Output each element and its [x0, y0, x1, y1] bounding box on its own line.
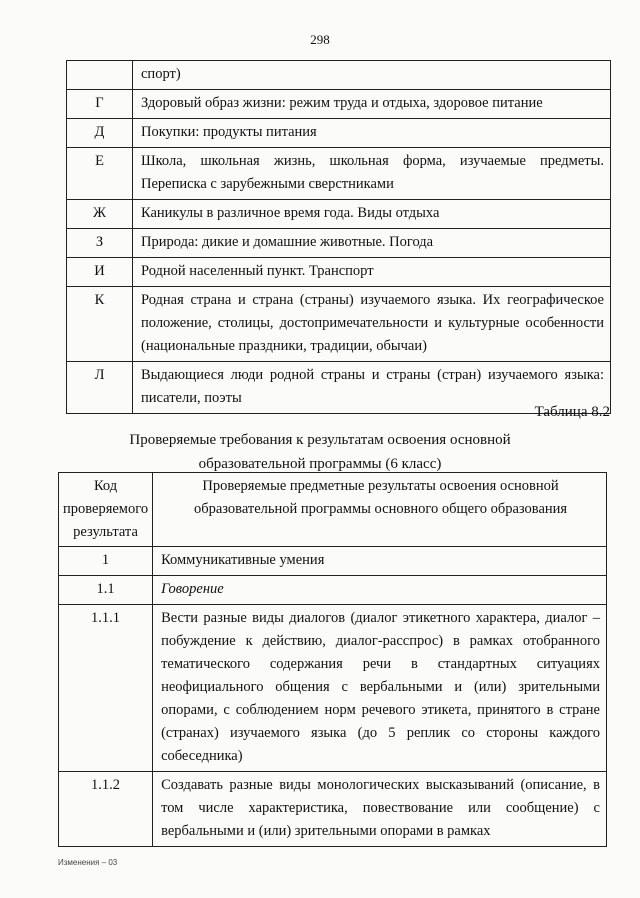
requirement-code-cell: 1.1.1: [59, 605, 153, 772]
topic-text-cell: Родная страна и страна (страны) изучаемого языка. Их географическое положение, столицы, достопримечательности и культурные особенности (национальные праздники, традиции, обычаи): [133, 287, 611, 362]
topic-code-cell: З: [67, 229, 133, 258]
requirements-table: [58, 472, 607, 847]
caption-line: Проверяемые требования к результатам освоения основной: [129, 432, 511, 448]
topic-text-cell: Природа: дикие и домашние животные. Погода: [133, 229, 611, 258]
topic-code-cell: К: [67, 287, 133, 362]
topic-text-cell: Выдающиеся люди родной страны и страны (стран) изучаемого языка: писатели, поэты: [133, 362, 611, 414]
page-number: 298: [310, 32, 330, 47]
topic-text-cell: Покупки: продукты питания: [133, 119, 611, 148]
table-row: [59, 605, 607, 772]
topic-code-cell: Л: [67, 362, 133, 414]
table-row: [67, 119, 611, 148]
table-row: [59, 576, 607, 605]
table-row: [67, 90, 611, 119]
topic-text-cell: Школа, школьная жизнь, школьная форма, изучаемые предметы. Переписка с зарубежными сверстниками: [133, 148, 611, 200]
table-row: [67, 258, 611, 287]
requirement-text-cell: Коммуникативные умения: [153, 547, 607, 576]
topic-code-cell: И: [67, 258, 133, 287]
requirement-code-cell: 1.1: [59, 576, 153, 605]
topic-code-cell: Ж: [67, 200, 133, 229]
table-row: [67, 200, 611, 229]
header-code-cell: Код проверяемого результата: [59, 473, 153, 547]
table-row: [67, 287, 611, 362]
topic-text-cell: Здоровый образ жизни: режим труда и отдыха, здоровое питание: [133, 90, 611, 119]
header-text-cell: Проверяемые предметные результаты освоения основной образовательной программы основного общего образования: [153, 473, 607, 547]
topic-code-cell: [67, 61, 133, 90]
topic-text-cell: спорт): [133, 61, 611, 90]
requirement-text-cell: Вести разные виды диалогов (диалог этикетного характера, диалог – побуждение к действию, диалог-расспрос) в рамках отобранного тематического содержания речи в стандартных ситуациях неофициального общения с вербальными и (или) зрительными опорами, с соблюдением норм речевого этикета, принятого в стране (странах) изучаемого языка (до 5 реплик со стороны каждого собеседника): [153, 605, 607, 772]
requirement-code-cell: 1.1.2: [59, 772, 153, 847]
table-row: [67, 229, 611, 258]
topic-text-cell: Каникулы в различное время года. Виды отдыха: [133, 200, 611, 229]
topic-code-cell: Г: [67, 90, 133, 119]
topic-text-cell: Родной населенный пункт. Транспорт: [133, 258, 611, 287]
table-row: [67, 61, 611, 90]
requirement-code-cell: 1: [59, 547, 153, 576]
footer-revision: Изменения – 03: [58, 858, 118, 867]
table-row: [67, 362, 611, 414]
table-row: [67, 148, 611, 200]
topic-code-cell: Е: [67, 148, 133, 200]
table-label: Таблица 8.2: [534, 404, 610, 420]
table-row: [59, 547, 607, 576]
caption-line: образовательной программы (6 класс): [198, 456, 442, 472]
topics-table: [66, 60, 611, 414]
requirement-text-cell: Говорение: [153, 576, 607, 605]
table-row: [59, 772, 607, 847]
requirement-text-cell: Создавать разные виды монологических высказываний (описание, в том числе характеристика, повествование или сообщение) с вербальными и (или) зрительными опорами в рамках: [153, 772, 607, 847]
table-header-row: [59, 473, 607, 547]
topic-code-cell: Д: [67, 119, 133, 148]
table-caption: [0, 428, 640, 476]
